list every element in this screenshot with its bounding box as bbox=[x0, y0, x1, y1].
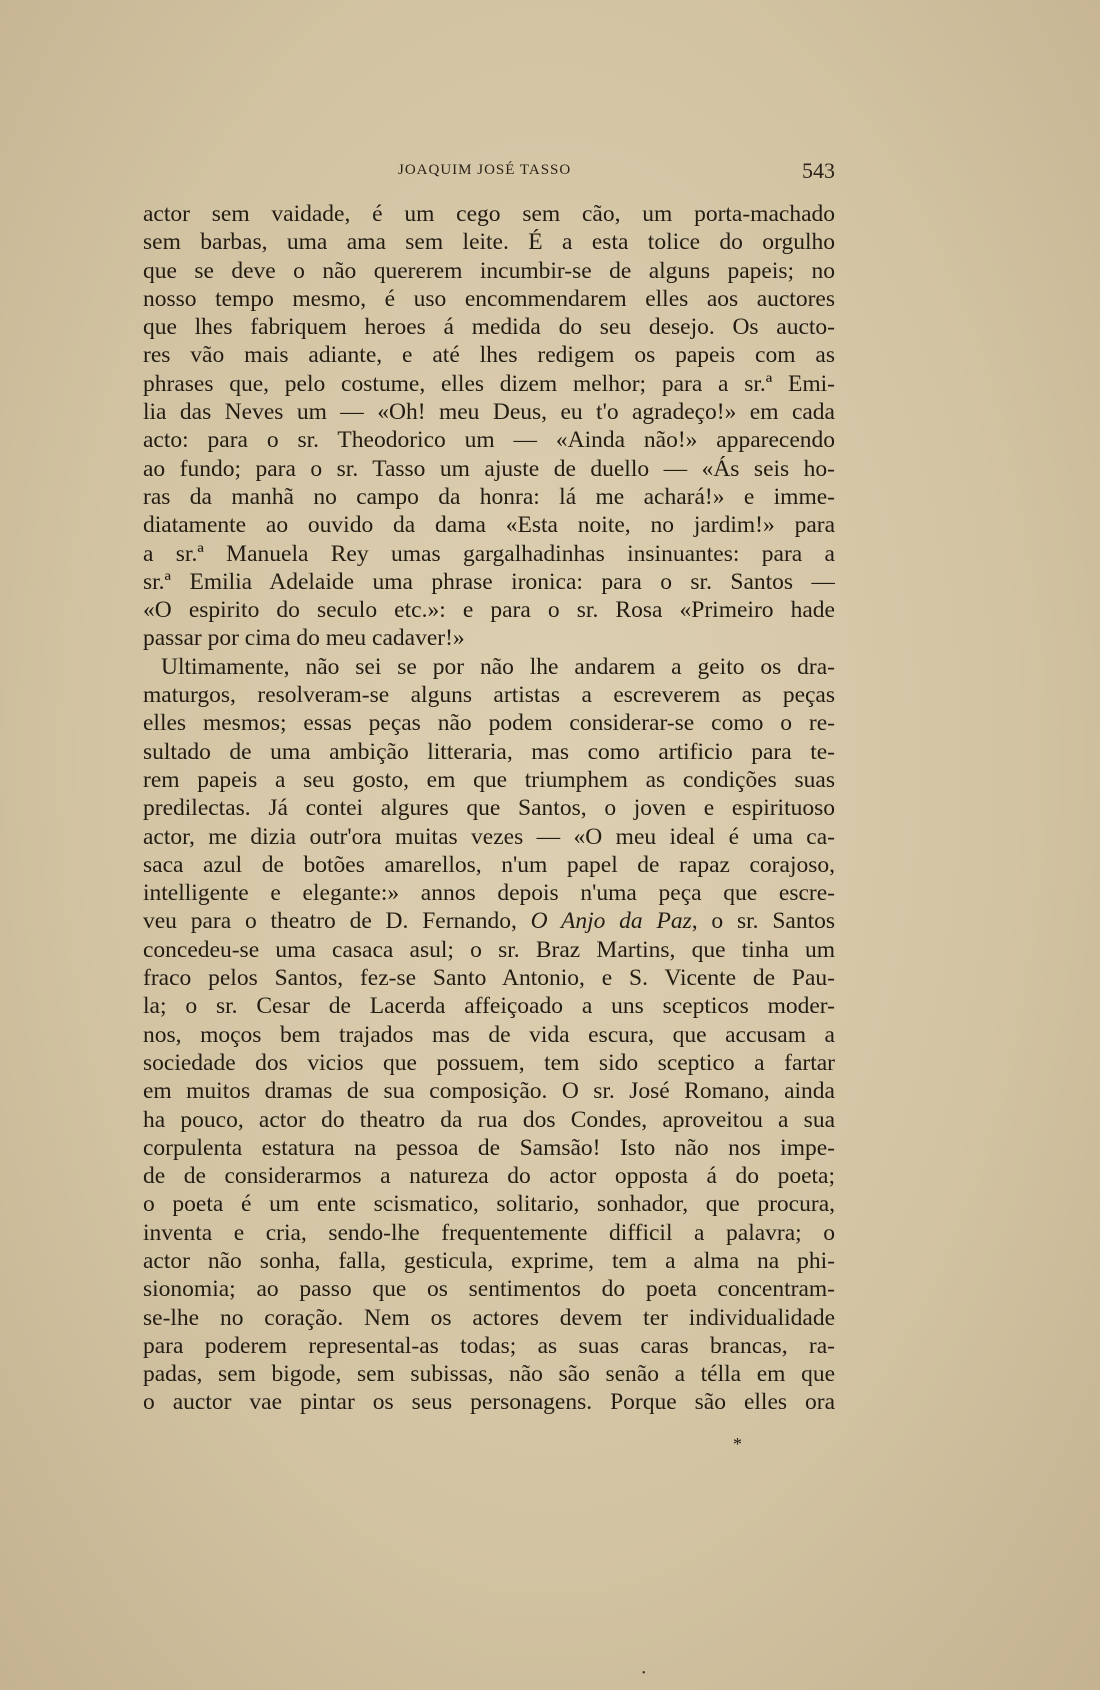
text-line: «O espirito do seculo etc.»: e para o sr. Rosa «Primeiro hade bbox=[143, 597, 835, 624]
text-line: padas, sem bigode, sem subissas, não são senão a télla em que bbox=[143, 1361, 835, 1388]
text-line: res vão mais adiante, e até lhes redigem os papeis com as bbox=[143, 342, 835, 369]
text-line: ao fundo; para o sr. Tasso um ajuste de duello — «Ás seis ho- bbox=[143, 455, 835, 482]
text-line: a sr.ª Manuela Rey umas gargalhadinhas insinuantes: para a bbox=[143, 540, 835, 567]
text-line: corpulenta estatura na pessoa de Samsão! Isto não nos impe- bbox=[143, 1134, 835, 1161]
page-header bbox=[143, 158, 835, 188]
text-line: o auctor vae pintar os seus personagens. Porque são elles ora bbox=[143, 1389, 835, 1416]
text-line: fraco pelos Santos, fez-se Santo Antonio, e S. Vicente de Pau- bbox=[143, 965, 835, 992]
text-line: de de considerarmos a natureza do actor opposta á do poeta; bbox=[143, 1163, 835, 1190]
text-line: inventa e cria, sendo-lhe frequentemente difficil a palavra; o bbox=[143, 1219, 835, 1246]
text-line: predilectas. Já contei algures que Santos, o joven e espirituoso bbox=[143, 795, 835, 822]
text-line: actor sem vaidade, é um cego sem cão, um porta-machado bbox=[143, 201, 835, 227]
line-lead: veu para o theatro de D. Fernando, bbox=[143, 908, 531, 935]
text-line: concedeu-se uma casaca asul; o sr. Braz Martins, que tinha um bbox=[143, 936, 835, 963]
text-line: ras da manhã no campo da honra: lá me achará!» e imme- bbox=[143, 483, 835, 510]
text-line: elles mesmos; essas peças não podem considerar-se como o re- bbox=[143, 710, 835, 737]
text-line: phrases que, pelo costume, elles dizem melhor; para a sr.ª Emi- bbox=[143, 370, 835, 397]
text-line-with-title bbox=[143, 907, 835, 935]
text-line: maturgos, resolveram-se alguns artistas a escreverem as peças bbox=[143, 682, 835, 709]
text-line: sociedade dos vicios que possuem, tem sido sceptico a fartar bbox=[143, 1049, 835, 1076]
text-line: acto: para o sr. Theodorico um — «Ainda não!» apparecendo bbox=[143, 427, 835, 454]
text-line: diatamente ao ouvido da dama «Esta noite, no jardim!» para bbox=[143, 512, 835, 539]
text-line: que se deve o não quererem incumbir-se de alguns papeis; no bbox=[143, 257, 835, 284]
body-text bbox=[143, 200, 835, 1417]
text-line: se-lhe no coração. Nem os actores devem ter individualidade bbox=[143, 1304, 835, 1331]
page-number: 543 bbox=[802, 158, 835, 183]
text-line: nos, moços bem trajados mas de vida escura, que accusam a bbox=[143, 1021, 835, 1048]
paragraph-start-line: Ultimamente, não sei se por não lhe andarem a geito os dra- bbox=[161, 653, 835, 680]
line-tail: , o sr. Santos bbox=[691, 908, 835, 935]
text-line: o poeta é um ente scismatico, solitario, sonhador, que procura, bbox=[143, 1191, 835, 1218]
bottom-dot-mark: • bbox=[642, 1668, 646, 1679]
signature-mark: * bbox=[733, 1434, 742, 1454]
text-line: que lhes fabriquem heroes á medida do seu desejo. Os aucto- bbox=[143, 314, 835, 341]
text-line: sultado de uma ambição litteraria, mas como artificio para te- bbox=[143, 738, 835, 765]
text-line: saca azul de botões amarellos, n'um papel de rapaz corajoso, bbox=[143, 851, 835, 878]
text-line: rem papeis a seu gosto, em que triumphem as condições suas bbox=[143, 766, 835, 793]
text-line: sionomia; ao passo que os sentimentos do poeta concentram- bbox=[143, 1276, 835, 1303]
text-line: nosso tempo mesmo, é uso encommendarem elles aos auctores bbox=[143, 285, 835, 312]
text-line: para poderem represental-as todas; as suas caras brancas, ra- bbox=[143, 1332, 835, 1359]
play-title: O Anjo da Paz bbox=[530, 908, 692, 935]
text-line: intelligente e elegante:» annos depois n'uma peça que escre- bbox=[143, 880, 835, 907]
text-line: lia das Neves um — «Oh! meu Deus, eu t'o agradeço!» em cada bbox=[143, 399, 835, 426]
text-line: actor não sonha, falla, gesticula, exprime, tem a alma na phi- bbox=[143, 1247, 835, 1274]
text-line: ha pouco, actor do theatro da rua dos Condes, aproveitou a sua bbox=[143, 1106, 835, 1133]
text-line: sem barbas, uma ama sem leite. É a esta tolice do orgulho bbox=[143, 229, 835, 256]
running-head: JOAQUIM JOSÉ TASSO bbox=[398, 162, 572, 178]
paragraph-end-line: passar por cima do meu cadaver!» bbox=[143, 625, 465, 652]
text-line: sr.ª Emilia Adelaide uma phrase ironica: para o sr. Santos — bbox=[143, 568, 835, 595]
text-line: em muitos dramas de sua composição. O sr. José Romano, ainda bbox=[143, 1078, 835, 1105]
text-line: actor, me dizia outr'ora muitas vezes — «O meu ideal é uma ca- bbox=[143, 823, 835, 850]
text-line: la; o sr. Cesar de Lacerda affeiçoado a uns scepticos moder- bbox=[143, 993, 835, 1020]
